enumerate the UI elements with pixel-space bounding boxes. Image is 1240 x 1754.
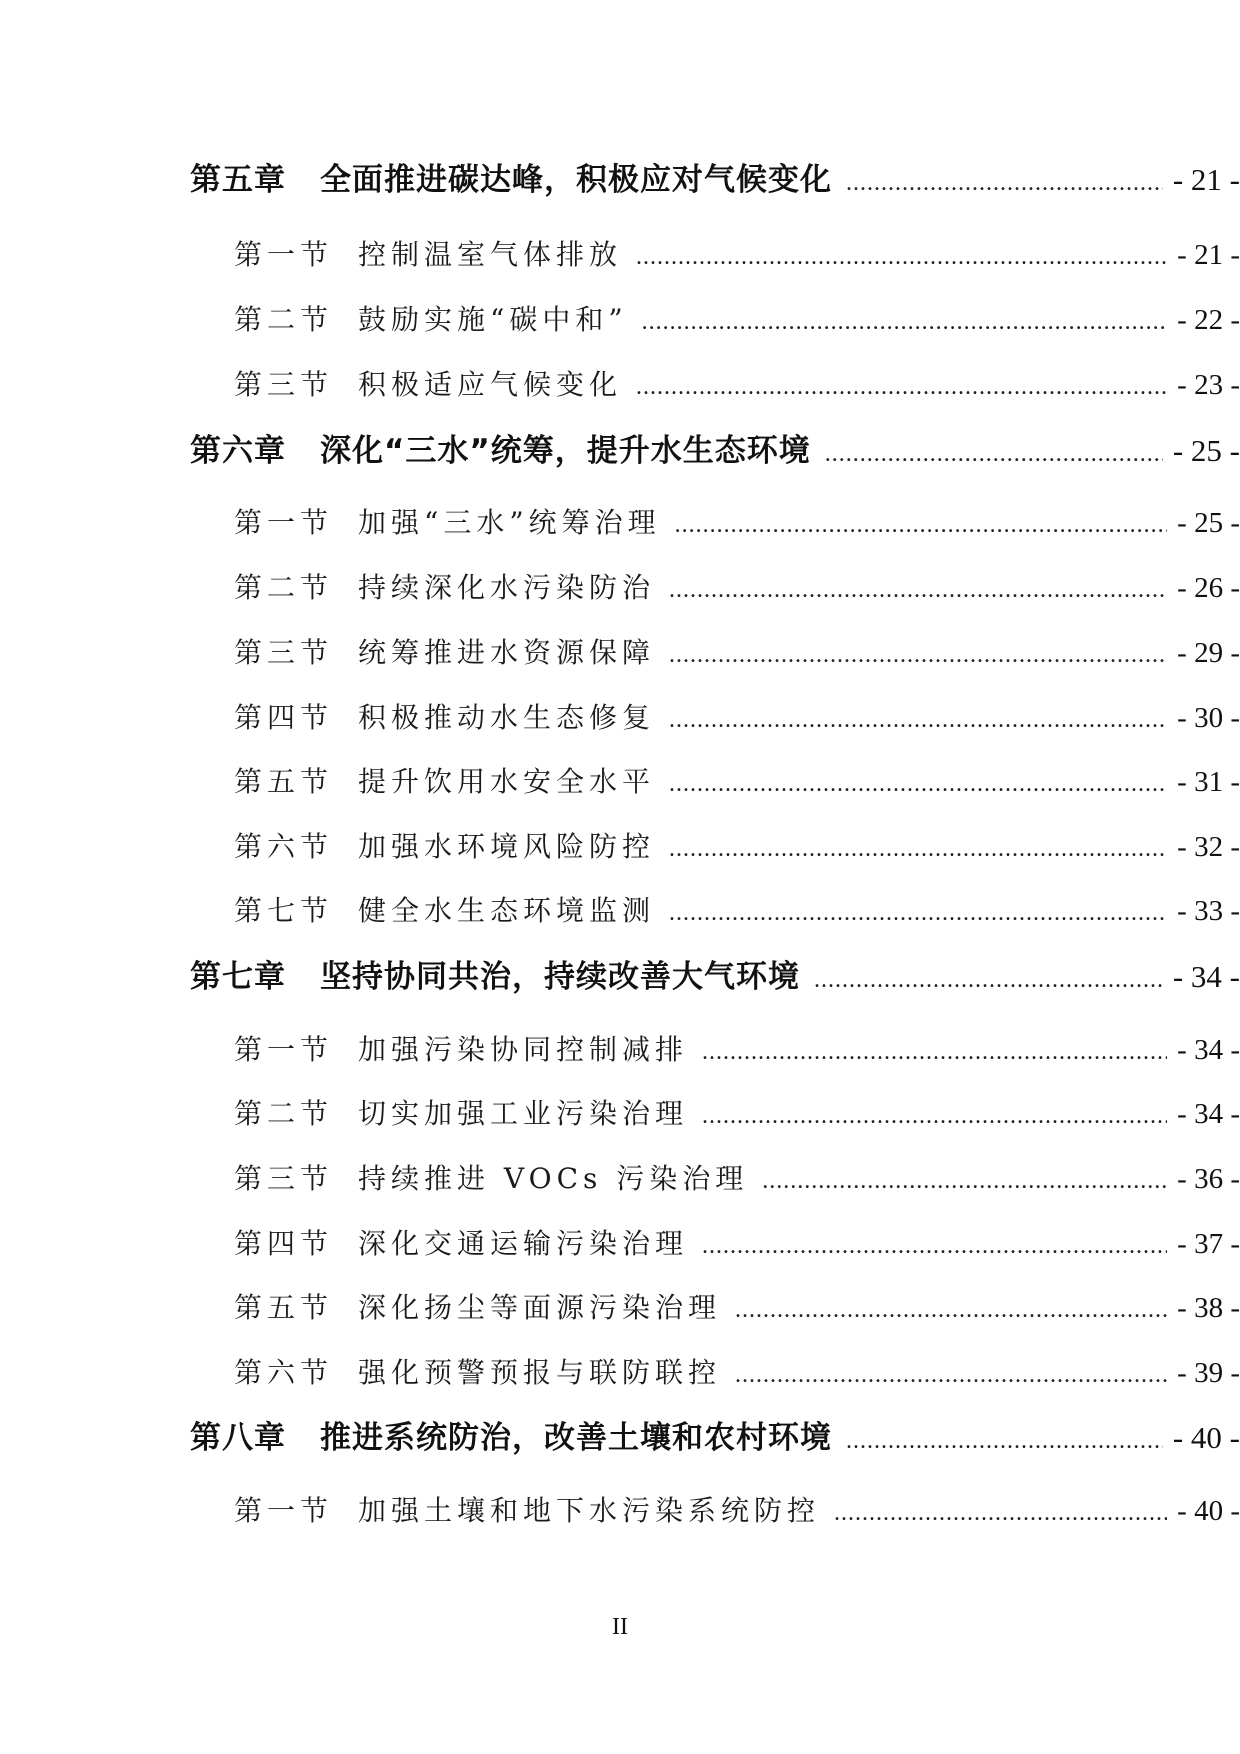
- section-label: 第二节: [234, 571, 334, 604]
- section-label: 第四节: [234, 1227, 334, 1260]
- dot-leader: [669, 708, 1167, 732]
- section-title: 加强土壤和地下水污染系统防控: [358, 1494, 821, 1527]
- chapter-title: 推进系统防治，改善土壤和农村环境: [320, 1420, 832, 1456]
- page-number: - 21 -: [1172, 162, 1240, 197]
- chapter-title: 深化“三水”统筹，提升水生态环境: [320, 433, 811, 469]
- dot-leader: [642, 310, 1168, 334]
- dot-leader: [669, 772, 1167, 796]
- toc-section[interactable]: [0, 506, 1240, 539]
- section-title: 加强污染协同控制减排: [358, 1033, 689, 1066]
- page-number: - 34 -: [1172, 959, 1240, 994]
- section-title: 深化交通运输污染治理: [358, 1227, 689, 1260]
- page-number: - 25 -: [1172, 433, 1240, 468]
- toc-section[interactable]: [0, 1097, 1240, 1130]
- section-title: 统筹推进水资源保障: [358, 636, 656, 669]
- section-title: 积极适应气候变化: [358, 368, 623, 401]
- page-number: - 29 -: [1177, 637, 1240, 669]
- section-title: 切实加强工业污染治理: [358, 1097, 689, 1130]
- chapter-title: 坚持协同共治，持续改善大气环境: [320, 959, 800, 995]
- page-number: - 31 -: [1177, 766, 1240, 798]
- page-number: - 34 -: [1177, 1098, 1240, 1130]
- dot-leader: [762, 1169, 1167, 1193]
- section-label: 第二节: [234, 303, 334, 336]
- section-title: 持续深化水污染防治: [358, 571, 656, 604]
- dot-leader: [825, 442, 1163, 466]
- section-title: 鼓励实施“碳中和”: [358, 303, 628, 336]
- section-title: 加强水环境风险防控: [358, 830, 656, 863]
- dot-leader: [846, 1429, 1163, 1453]
- section-title: 深化扬尘等面源污染治理: [358, 1291, 722, 1324]
- section-label: 第六节: [234, 830, 334, 863]
- chapter-label: 第八章: [190, 1420, 286, 1456]
- section-label: 第一节: [234, 1033, 334, 1066]
- section-label: 第七节: [234, 894, 334, 927]
- toc-chapter-6[interactable]: [0, 435, 1240, 467]
- section-title: 积极推动水生态修复: [358, 701, 656, 734]
- chapter-label: 第五章: [190, 162, 286, 198]
- page-footer-number: II: [612, 1614, 628, 1640]
- section-title: 加强“三水”统筹治理: [358, 506, 661, 539]
- dot-leader: [675, 513, 1168, 537]
- page-number: - 26 -: [1177, 572, 1240, 604]
- toc-section[interactable]: [0, 765, 1240, 798]
- page-number: - 23 -: [1177, 369, 1240, 401]
- page-number: - 34 -: [1177, 1034, 1240, 1066]
- toc-section[interactable]: [0, 894, 1240, 927]
- toc-section[interactable]: [0, 1356, 1240, 1389]
- dot-leader: [669, 837, 1167, 861]
- section-label: 第四节: [234, 701, 334, 734]
- toc-section[interactable]: [0, 1162, 1240, 1195]
- section-label: 第二节: [234, 1097, 334, 1130]
- section-title: 控制温室气体排放: [358, 238, 623, 271]
- page-number: - 38 -: [1177, 1292, 1240, 1324]
- page-number: - 39 -: [1177, 1357, 1240, 1389]
- dot-leader: [834, 1501, 1167, 1525]
- toc-section[interactable]: [0, 303, 1240, 336]
- page-number: - 37 -: [1177, 1228, 1240, 1260]
- page-number: - 25 -: [1177, 507, 1240, 539]
- toc-chapter-8[interactable]: [0, 1422, 1240, 1454]
- section-title: 健全水生态环境监测: [358, 894, 656, 927]
- dot-leader: [735, 1298, 1167, 1322]
- chapter-label: 第六章: [190, 433, 286, 469]
- dot-leader: [735, 1363, 1167, 1387]
- dot-leader: [636, 375, 1167, 399]
- page-number: - 40 -: [1172, 1420, 1240, 1455]
- section-label: 第五节: [234, 1291, 334, 1324]
- section-title: 提升饮用水安全水平: [358, 765, 656, 798]
- section-label: 第一节: [234, 238, 334, 271]
- page-number: - 36 -: [1177, 1163, 1240, 1195]
- page-number: - 22 -: [1177, 304, 1240, 336]
- dot-leader: [846, 171, 1163, 195]
- toc-section[interactable]: [0, 238, 1240, 271]
- section-label: 第一节: [234, 506, 334, 539]
- page-number: - 33 -: [1177, 895, 1240, 927]
- section-label: 第六节: [234, 1356, 334, 1389]
- page-number: - 32 -: [1177, 831, 1240, 863]
- section-label: 第三节: [234, 636, 334, 669]
- section-title: 持续推进 VOCs 污染治理: [358, 1162, 749, 1195]
- chapter-title: 全面推进碳达峰，积极应对气候变化: [320, 162, 832, 198]
- toc-section[interactable]: [0, 368, 1240, 401]
- dot-leader: [669, 578, 1167, 602]
- section-label: 第一节: [234, 1494, 334, 1527]
- toc-chapter-7[interactable]: [0, 961, 1240, 993]
- dot-leader: [702, 1234, 1167, 1258]
- dot-leader: [669, 901, 1167, 925]
- dot-leader: [814, 968, 1163, 992]
- section-label: 第五节: [234, 765, 334, 798]
- toc-section[interactable]: [0, 1494, 1240, 1527]
- toc-section[interactable]: [0, 636, 1240, 669]
- toc-chapter-5[interactable]: [0, 164, 1240, 196]
- section-label: 第三节: [234, 368, 334, 401]
- dot-leader: [702, 1040, 1167, 1064]
- toc-section[interactable]: [0, 571, 1240, 604]
- dot-leader: [636, 245, 1167, 269]
- toc-section[interactable]: [0, 1033, 1240, 1066]
- dot-leader: [669, 643, 1167, 667]
- toc-section[interactable]: [0, 1291, 1240, 1324]
- toc-section[interactable]: [0, 701, 1240, 734]
- toc-section[interactable]: [0, 1227, 1240, 1260]
- page-number: - 40 -: [1177, 1495, 1240, 1527]
- section-label: 第三节: [234, 1162, 334, 1195]
- dot-leader: [702, 1104, 1167, 1128]
- toc-section[interactable]: [0, 830, 1240, 863]
- page-number: - 30 -: [1177, 702, 1240, 734]
- page-number: - 21 -: [1177, 239, 1240, 271]
- chapter-label: 第七章: [190, 959, 286, 995]
- section-title: 强化预警预报与联防联控: [358, 1356, 722, 1389]
